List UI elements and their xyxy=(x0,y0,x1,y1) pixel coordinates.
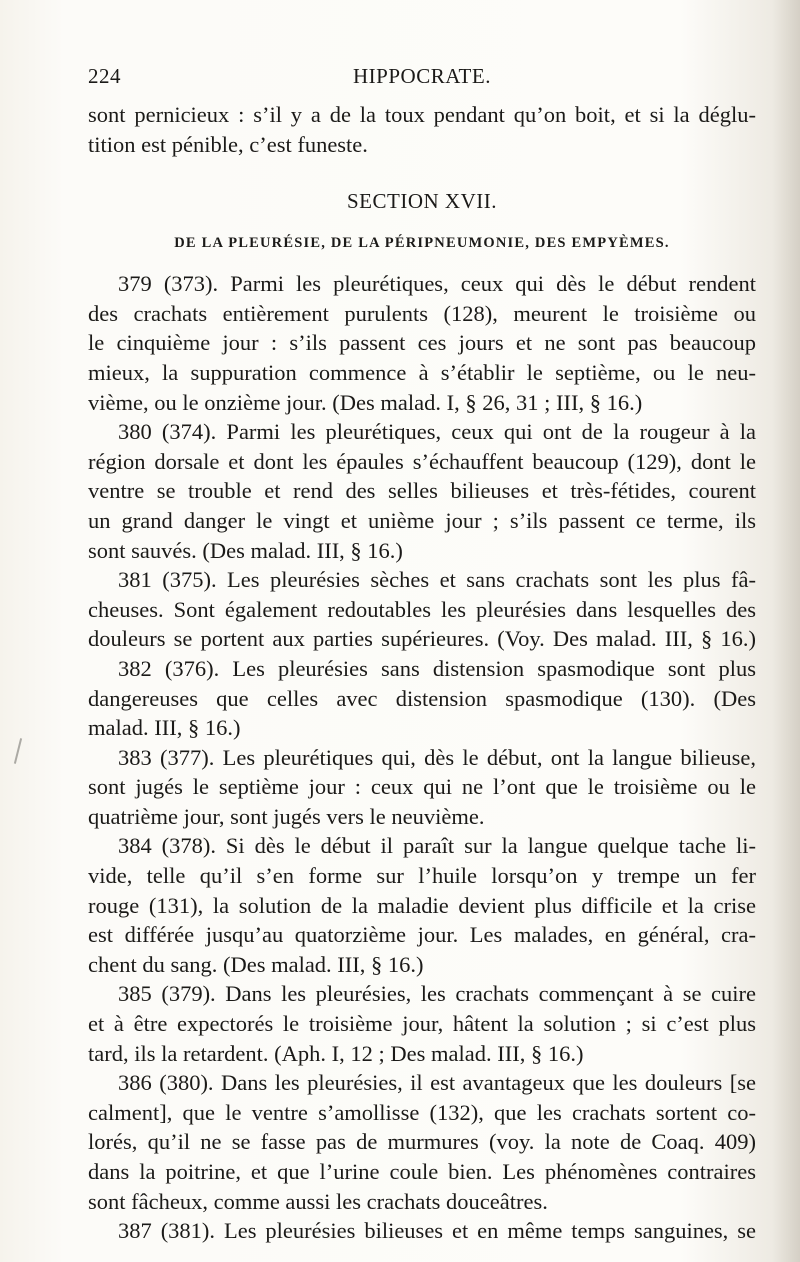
margin-pencil-mark xyxy=(14,738,22,764)
paragraph-380-line: ventre se trouble et rend des selles bilieuses et très-fétides, courent xyxy=(88,478,756,504)
paragraph-381-line: 381 (375). Les pleurésies sèches et sans crachats sont les plus fâ- xyxy=(118,567,756,593)
paragraph-380-line: sont sauvés. (Des malad. III, § 16.) xyxy=(88,537,403,563)
paragraph-384-line: est différée jusqu’au quatorzième jour. Les malades, en général, cra- xyxy=(88,922,756,948)
page-text xyxy=(88,64,756,1246)
paragraph-382-line: malad. III, § 16.) xyxy=(88,715,241,741)
paragraph-386-line: sont fâcheux, comme aussi les crachats douceâtres. xyxy=(88,1188,548,1214)
paragraph-379-line: vième, ou le onzième jour. (Des malad. I, § 26, 31 ; III, § 16.) xyxy=(88,389,643,415)
paragraph-386-line: dans la poitrine, et que l’urine coule bien. Les phénomènes contraires xyxy=(88,1159,756,1184)
paragraph-380-line: 380 (374). Parmi les pleurétiques, ceux qui ont de la rougeur à la xyxy=(118,419,756,445)
paragraph-379-line: des crachats entièrement purulents (128), meurent le troisième ou xyxy=(88,300,756,326)
page-number: 224 xyxy=(88,64,121,88)
paragraph-379-line: le cinquième jour : s’ils passent ces jours et ne sont pas beaucoup xyxy=(88,330,756,356)
paragraph-382-line: dangereuses que celles avec distension spasmodique (130). (Des xyxy=(88,685,756,711)
running-title: HIPPOCRATE. xyxy=(353,64,491,88)
paragraph-379-line: 379 (373). Parmi les pleurétiques, ceux qui dès le début rendent xyxy=(118,271,756,297)
paragraph-381-line: douleurs se portent aux parties supérieures. (Voy. Des malad. III, § 16.) xyxy=(88,626,756,652)
paragraph-385-line: et à être expectorés le troisième jour, hâtent la solution ; si c’est plus xyxy=(88,1011,756,1037)
paragraph-384-line: vide, telle qu’il s’en forme sur l’huile lorsqu’on y trempe un fer xyxy=(88,863,756,889)
paragraph-386-line: 386 (380). Dans les pleurésies, il est avantageux que les douleurs [se xyxy=(118,1070,756,1096)
paragraph-387-line: 387 (381). Les pleurésies bilieuses et en même temps sanguines, se xyxy=(118,1218,756,1244)
paragraph-380-line: région dorsale et dont les épaules s’échauffent beaucoup (129), dont le xyxy=(88,448,756,474)
paragraph-384-line: 384 (378). Si dès le début il paraît sur la langue quelque tache li- xyxy=(118,833,756,859)
paragraph-380-line: un grand danger le vingt et unième jour ; s’ils passent ce terme, ils xyxy=(88,507,756,533)
page-edge-shadow xyxy=(772,0,800,1262)
paragraph-379-line: mieux, la suppuration commence à s’établir le septième, ou le neu- xyxy=(88,359,756,385)
paragraph-383-line: quatrième jour, sont jugés vers le neuvième. xyxy=(88,803,485,829)
paragraph-384-line: rouge (131), la solution de la maladie devient plus difficile et la crise xyxy=(88,892,756,918)
running-header xyxy=(88,64,756,100)
section-title: SECTION XVII. xyxy=(347,189,497,214)
paragraph-386-line: lorés, qu’il ne se fasse pas de murmures (voy. la note de Coaq. 409) xyxy=(88,1129,756,1155)
paragraph-383-line: 383 (377). Les pleurétiques qui, dès le début, ont la langue bilieuse, xyxy=(118,744,756,770)
section-subtitle: DE LA PLEURÉSIE, DE LA PÉRIPNEUMONIE, DES EMPYÈMES. xyxy=(174,235,670,252)
paragraph-383-line: sont jugés le septième jour : ceux qui ne l’ont que le troisième ou le xyxy=(88,774,756,800)
text-line: tition est pénible, c’est funeste. xyxy=(88,131,368,157)
paragraph-385-line: tard, ils la retardent. (Aph. I, 12 ; Des malad. III, § 16.) xyxy=(88,1040,584,1066)
paragraph-384-line: chent du sang. (Des malad. III, § 16.) xyxy=(88,951,424,977)
spacer xyxy=(88,255,756,269)
paragraph-385-line: 385 (379). Dans les pleurésies, les crachats commençant à se cuire xyxy=(118,981,756,1007)
paragraph-381-line: cheuses. Sont également redoutables les pleurésies dans lesquelles des xyxy=(88,596,756,622)
text-line: sont pernicieux : s’il y a de la toux pendant qu’on boit, et si la déglu- xyxy=(88,102,756,127)
paragraph-382-line: 382 (376). Les pleurésies sans distension spasmodique sont plus xyxy=(118,655,756,681)
paragraph-386-line: calment], que le ventre s’amollisse (132), que les crachats sortent co- xyxy=(88,1099,756,1125)
